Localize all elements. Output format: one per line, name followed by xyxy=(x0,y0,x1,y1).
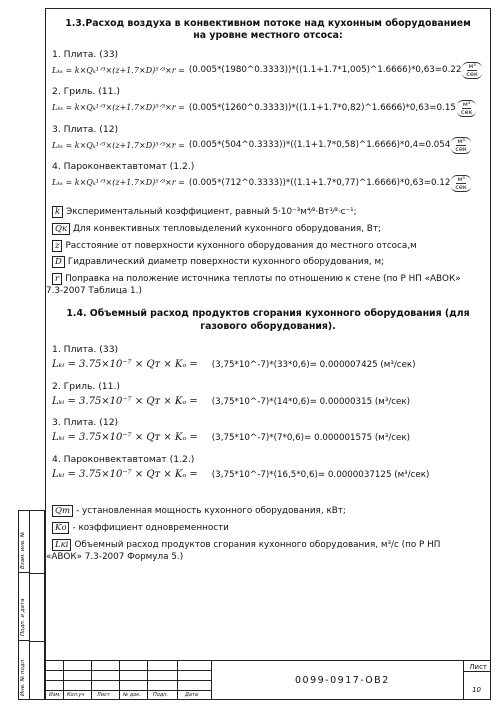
legend-item xyxy=(46,274,484,298)
legend-item xyxy=(52,241,484,253)
item-title: 2. Гриль. (11.) xyxy=(52,380,121,392)
formula-line xyxy=(52,357,484,375)
formula-lhs: Lₖₛ = k×Qₖ¹ᐟ³×(z+1.7×D)⁵ᐟ³×r = xyxy=(52,103,185,113)
legend-symbol: z xyxy=(52,240,62,252)
formula-line xyxy=(52,466,484,484)
section-1-4-legend xyxy=(46,506,484,564)
formula-line xyxy=(52,393,484,411)
legend-symbol: Qк xyxy=(52,223,70,235)
stamp-col-label: № док. xyxy=(123,692,141,698)
stamp-col-label: Подп. xyxy=(153,692,169,698)
formula-line xyxy=(52,61,484,80)
legend-continuation: 7.3-2007 Таблица 1.) xyxy=(46,286,142,297)
sheet-label: Лист xyxy=(469,663,487,671)
section-1-3-legend xyxy=(46,206,484,298)
legend-symbol: Kо xyxy=(52,522,69,534)
legend-text: Объемный расход продуктов сгорания кухонного оборудования, м³/с (по Р НП xyxy=(74,539,441,550)
item-title: 1. Плита. (33) xyxy=(52,344,119,355)
legend-item xyxy=(52,506,484,518)
formula-line xyxy=(52,174,484,193)
legend-symbol: k xyxy=(52,206,63,218)
sidebar-label: Взам. инв. № xyxy=(20,531,26,569)
formula-lhs: Lₖᵢ = 3.75×10⁻⁷ × Qᴛ × Kₒ = xyxy=(52,359,198,371)
formula-lhs: Lₖₛ = k×Qₖ¹ᐟ³×(z+1.7×D)⁵ᐟ³×r = xyxy=(52,65,185,75)
sheet-number: 10 xyxy=(472,686,481,694)
document-body xyxy=(46,14,484,569)
unit-fraction xyxy=(457,100,477,117)
legend-text: - установленная мощность кухонного оборудования, кВт; xyxy=(76,506,346,516)
title-block-stamp xyxy=(45,660,491,700)
stamp-col-label: Лист xyxy=(97,692,110,698)
legend-item xyxy=(52,257,484,269)
legend-item xyxy=(52,523,484,535)
formula-expression: (0.005*(504^0.3333))*((1.1+1.7*0,58)^1.6666)*0,4=0.054 xyxy=(188,140,451,151)
formula-lhs: Lₖₛ = k×Qₖ¹ᐟ³×(z+1.7×D)⁵ᐟ³×r = xyxy=(52,178,185,188)
unit-numerator: м³ xyxy=(462,99,471,108)
formula-expression: (3,75*10^-7)*(33*0,6)= 0.000007425 (м³/сек) xyxy=(211,360,416,371)
unit-numerator: м³ xyxy=(457,174,465,183)
section-1-4-title: 1.4. Объемный расход продуктов сгорания кухонного оборудования (для газового оборудования). xyxy=(66,308,470,333)
legend-item xyxy=(46,539,484,564)
legend-continuation: «АВОК» 7.3-2007 Формула 5.) xyxy=(46,551,184,562)
section-1-3-title: 1.3.Расход воздуха в конвективном потоке над кухонным оборудованием на уровне местного отсоса: xyxy=(65,18,471,42)
legend-text: Гидравлический диаметр поверхности кухонного оборудования, м; xyxy=(67,257,385,268)
formula-line xyxy=(52,136,484,155)
unit-denominator: сек xyxy=(455,145,467,154)
unit-denominator: сек xyxy=(466,70,478,79)
item-title: 1. Плита. (33) xyxy=(52,48,119,60)
legend-symbol: r xyxy=(52,273,62,285)
formula-expression: (3,75*10^-7)*(7*0,6)= 0.000001575 (м³/сек) xyxy=(211,433,410,444)
legend-symbol: D xyxy=(52,256,65,268)
stamp-col-label: Дата xyxy=(185,692,198,698)
formula-expression: (3,75*10^-7)*(14*0,6)= 0.00000315 (м³/сек) xyxy=(211,396,410,407)
formula-lhs: Lₖᵢ = 3.75×10⁻⁷ × Qᴛ × Kₒ = xyxy=(52,395,198,407)
unit-numerator: м³ xyxy=(468,62,476,71)
legend-text: Для конвективных тепловыделений кухонного оборудования, Вт; xyxy=(73,223,381,234)
formula-expression: (0.005*(1980^0.3333))*((1.1+1.7*1,005)^1.6666)*0,63=0.22 xyxy=(188,65,462,76)
sidebar-label: Инв. № подл. xyxy=(20,658,26,696)
formula-line xyxy=(52,430,484,448)
item-title: 3. Плита. (12) xyxy=(52,123,119,135)
formula-lhs: Lₖᵢ = 3.75×10⁻⁷ × Qᴛ × Kₒ = xyxy=(52,468,198,480)
section-1-4-items xyxy=(52,344,484,484)
unit-fraction xyxy=(451,175,471,192)
formula-lhs: Lₖₛ = k×Qₖ¹ᐟ³×(z+1.7×D)⁵ᐟ³×r = xyxy=(52,140,185,150)
legend-text: Поправка на положение источника теплоты по отношению к стене (по Р НП «АВОК» xyxy=(65,274,461,285)
legend-item xyxy=(52,207,484,219)
formula-expression: (0.005*(712^0.3333))*((1.1+1.7*0,77)^1.6666)*0,63=0.12 xyxy=(188,177,451,188)
unit-denominator: сек xyxy=(455,182,467,191)
formula-expression: (3,75*10^-7)*(16,5*0,6)= 0.0000037125 (м³/сек) xyxy=(211,469,430,480)
item-title: 2. Гриль. (11.) xyxy=(52,86,121,98)
section-1-3-items xyxy=(52,49,484,193)
formula-lhs: Lₖᵢ = 3.75×10⁻⁷ × Qᴛ × Kₒ = xyxy=(52,432,198,444)
legend-text: Экспериментальный коэффициент, равный 5·10⁻³м⁴⁄³·Вт¹⁄³·с⁻¹; xyxy=(66,206,357,217)
sidebar-label: Подп. и дата xyxy=(20,598,26,636)
unit-fraction xyxy=(462,62,482,79)
formula-expression: (0.005*(1260^0.3333))*((1.1+1.7*0,82)^1.6666)*0,63=0.15 xyxy=(188,102,456,113)
legend-symbol: Lкi xyxy=(52,539,71,551)
unit-denominator: сек xyxy=(460,107,473,116)
legend-text: - коэффициент одновременности xyxy=(72,522,229,533)
legend-symbol: Qт xyxy=(52,505,73,517)
unit-numerator: м³ xyxy=(457,137,465,146)
legend-text: Расстояние от поверхности кухонного оборудования до местного отсоса,м xyxy=(65,240,417,251)
stamp-col-label: Изм. xyxy=(49,692,61,698)
unit-fraction xyxy=(451,137,471,154)
approval-sidebar xyxy=(18,510,45,700)
stamp-col-label: Кол.уч xyxy=(67,692,85,698)
legend-item xyxy=(52,224,484,236)
item-title: 4. Пароконвектавтомат (1.2.) xyxy=(52,161,195,173)
document-code: 0099-0917-ОВ2 xyxy=(295,675,390,686)
item-title: 4. Пароконвектавтомат (1.2.) xyxy=(52,453,195,465)
item-title: 3. Плита. (12) xyxy=(52,417,119,428)
formula-line xyxy=(52,99,484,118)
